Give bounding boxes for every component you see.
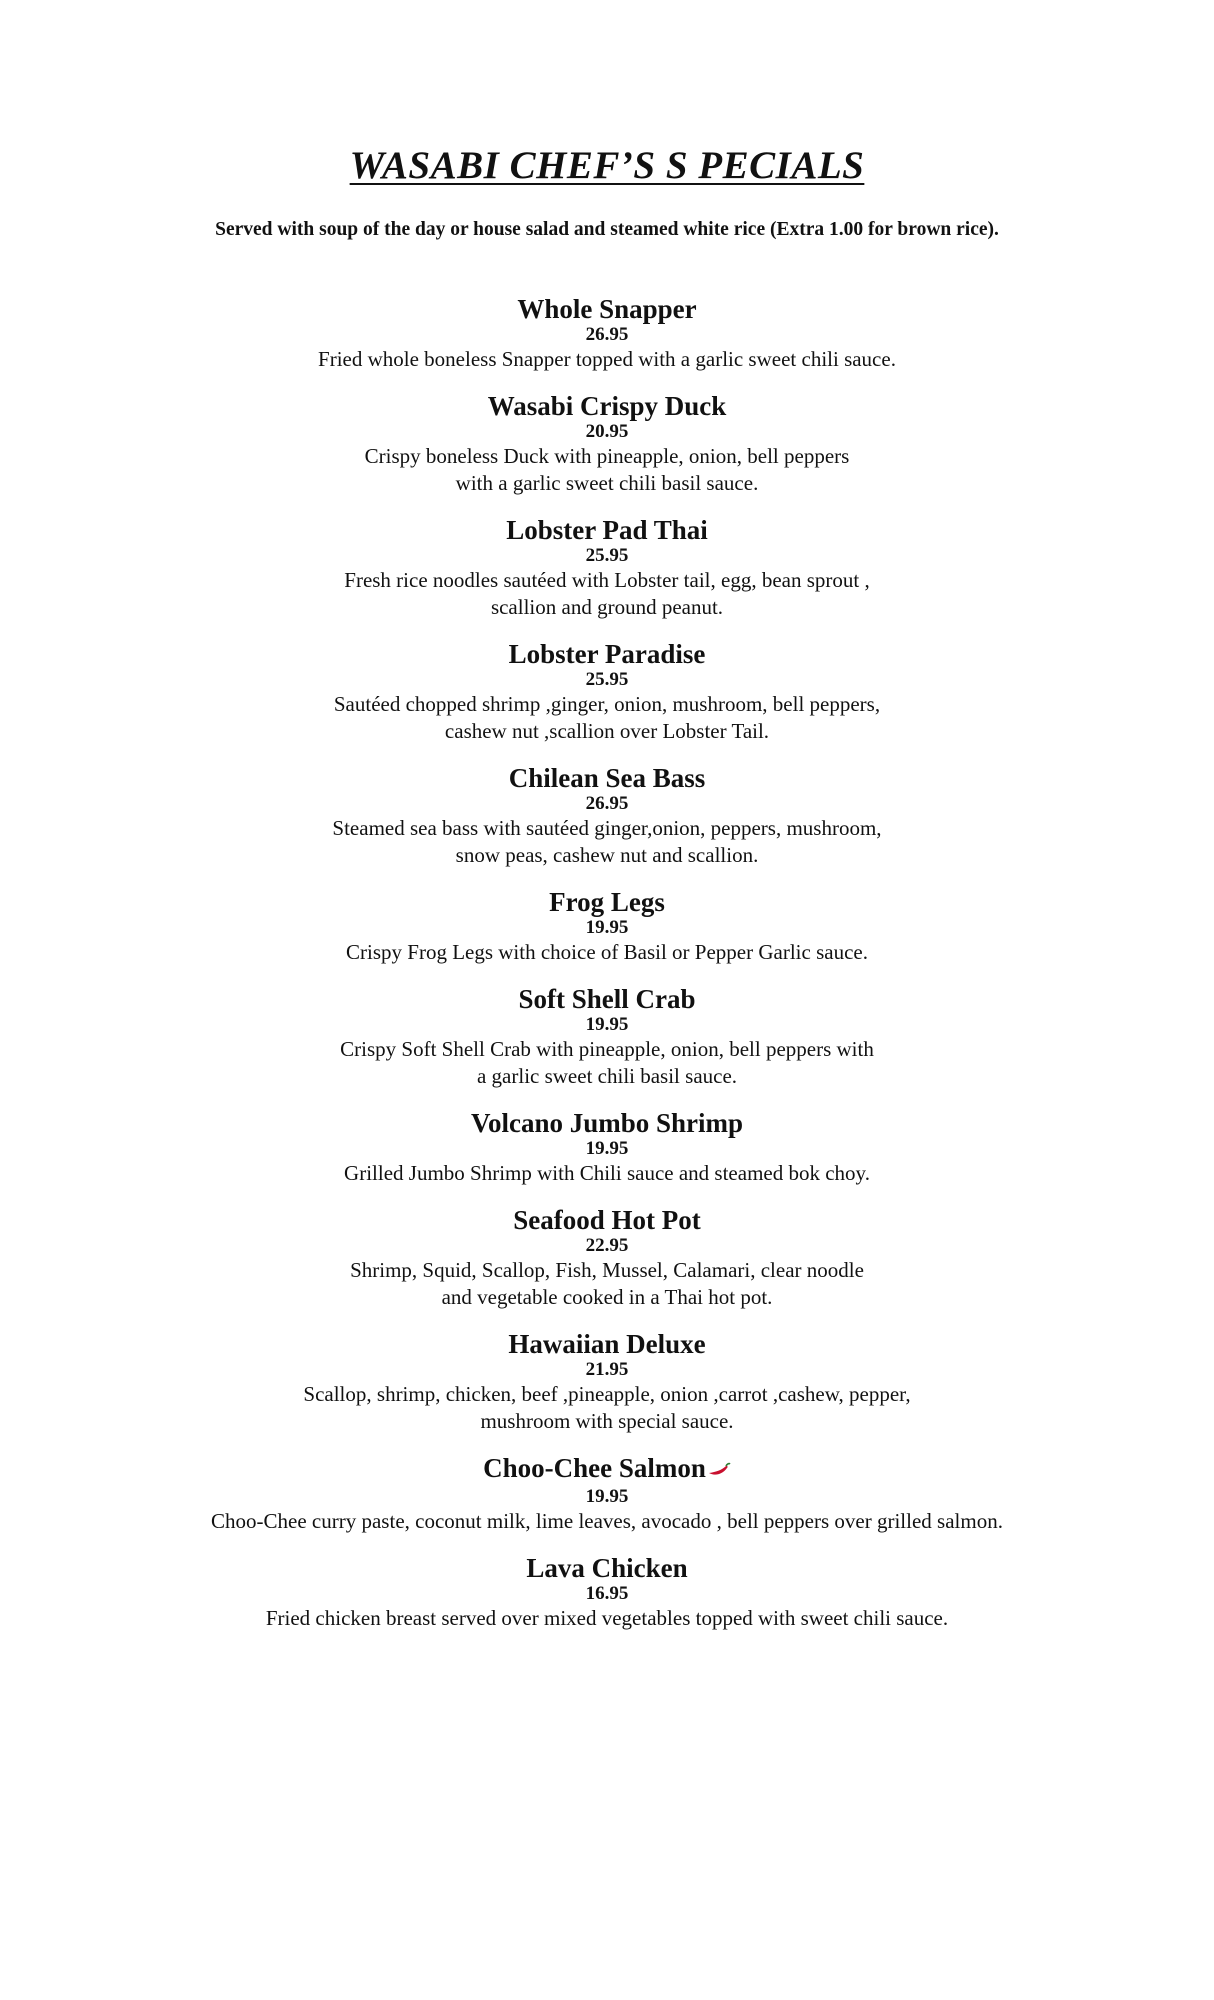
menu-item-wasabi-crispy-duck xyxy=(0,391,1214,497)
item-description xyxy=(0,691,1214,745)
item-description xyxy=(0,1036,1214,1090)
item-description xyxy=(0,443,1214,497)
chili-pepper-icon xyxy=(707,1454,731,1484)
item-name: Frog Legs xyxy=(549,887,665,917)
item-name: Wasabi Crispy Duck xyxy=(487,391,727,421)
item-description xyxy=(0,939,1214,966)
menu-subtitle: Served with soup of the day or house salad and steamed white rice (Extra 1.00 for brown rice). xyxy=(215,219,999,240)
item-name: Seafood Hot Pot xyxy=(513,1205,701,1235)
item-price: 25.95 xyxy=(585,545,629,566)
item-description xyxy=(0,567,1214,621)
menu-item-choo-chee-salmon xyxy=(0,1453,1214,1535)
item-description-line: Crispy Soft Shell Crab with pineapple, onion, bell peppers with xyxy=(340,1037,874,1061)
item-price: 26.95 xyxy=(585,793,629,814)
item-description-line: Choo-Chee curry paste, coconut milk, lime leaves, avocado , bell peppers over grilled salmon. xyxy=(211,1508,1003,1533)
item-description xyxy=(0,1381,1214,1435)
menu-item-hawaiian-deluxe xyxy=(0,1329,1214,1435)
item-name: Choo-Chee Salmon xyxy=(483,1453,706,1483)
item-name: Soft Shell Crab xyxy=(518,984,696,1014)
item-name: Lobster Paradise xyxy=(508,639,706,669)
menu-item-lobster-pad-thai xyxy=(0,515,1214,621)
menu-title: WASABI CHEF’S S PECIALS xyxy=(349,144,865,187)
item-description xyxy=(0,1160,1214,1187)
item-name: Whole Snapper xyxy=(517,294,697,324)
item-description-line: with a garlic sweet chili basil sauce. xyxy=(455,471,759,495)
menu-item-lava-chicken xyxy=(0,1553,1214,1632)
item-price: 22.95 xyxy=(585,1235,629,1256)
item-description xyxy=(0,1508,1214,1535)
item-description-line: snow peas, cashew nut and scallion. xyxy=(455,843,759,867)
item-description-line: a garlic sweet chili basil sauce. xyxy=(476,1064,738,1088)
item-description-line: Shrimp, Squid, Scallop, Fish, Mussel, Calamari, clear noodle xyxy=(350,1258,864,1282)
item-description xyxy=(0,815,1214,869)
item-description-line: Grilled Jumbo Shrimp with Chili sauce and steamed bok choy. xyxy=(344,1161,870,1185)
item-price: 16.95 xyxy=(585,1582,629,1604)
item-description-line: Fried chicken breast served over mixed vegetables topped with sweet chili sauce. xyxy=(265,1605,949,1630)
item-price: 19.95 xyxy=(585,1138,629,1159)
item-description-line: Sautéed chopped shrimp ,ginger, onion, mushroom, bell peppers, xyxy=(333,692,881,716)
item-description-line: Crispy Frog Legs with choice of Basil or Pepper Garlic sauce. xyxy=(346,940,868,964)
item-name: Volcano Jumbo Shrimp xyxy=(470,1108,744,1138)
item-price: 25.95 xyxy=(585,669,629,690)
item-description-line: and vegetable cooked in a Thai hot pot. xyxy=(441,1285,773,1309)
item-price: 26.95 xyxy=(585,324,629,345)
item-name: Chilean Sea Bass xyxy=(508,763,706,793)
item-description xyxy=(0,1257,1214,1311)
item-description-line: cashew nut ,scallion over Lobster Tail. xyxy=(444,719,770,743)
item-description-line: Fresh rice noodles sautéed with Lobster tail, egg, bean sprout , xyxy=(344,568,870,592)
menu-item-seafood-hot-pot xyxy=(0,1205,1214,1311)
item-description-line: Steamed sea bass with sautéed ginger,onion, peppers, mushroom, xyxy=(332,816,882,840)
menu-item-whole-snapper xyxy=(0,294,1214,373)
item-name: Lobster Pad Thai xyxy=(506,515,708,545)
item-price: 19.95 xyxy=(585,1485,629,1507)
menu-item-soft-shell-crab xyxy=(0,984,1214,1090)
item-name-row xyxy=(0,1453,1214,1486)
menu-item-lobster-paradise xyxy=(0,639,1214,745)
item-price: 20.95 xyxy=(585,421,629,442)
item-price: 19.95 xyxy=(585,917,629,938)
item-description-line: mushroom with special sauce. xyxy=(480,1409,734,1433)
item-description-line: Crispy boneless Duck with pineapple, onion, bell peppers xyxy=(364,444,850,468)
menu-items xyxy=(0,294,1214,1632)
item-name: Lava Chicken xyxy=(526,1552,688,1583)
item-price: 21.95 xyxy=(585,1359,629,1380)
menu-item-frog-legs xyxy=(0,887,1214,966)
item-description-line: Scallop, shrimp, chicken, beef ,pineapple, onion ,carrot ,cashew, pepper, xyxy=(303,1382,911,1406)
item-description xyxy=(0,346,1214,373)
item-description-line: scallion and ground peanut. xyxy=(490,595,724,619)
item-price: 19.95 xyxy=(585,1014,629,1035)
menu-item-chilean-sea-bass xyxy=(0,763,1214,869)
item-description xyxy=(0,1605,1214,1632)
item-name: Hawaiian Deluxe xyxy=(508,1329,706,1359)
item-description-line: Fried whole boneless Snapper topped with a garlic sweet chili sauce. xyxy=(318,347,896,371)
menu-item-volcano-jumbo-shrimp xyxy=(0,1108,1214,1187)
